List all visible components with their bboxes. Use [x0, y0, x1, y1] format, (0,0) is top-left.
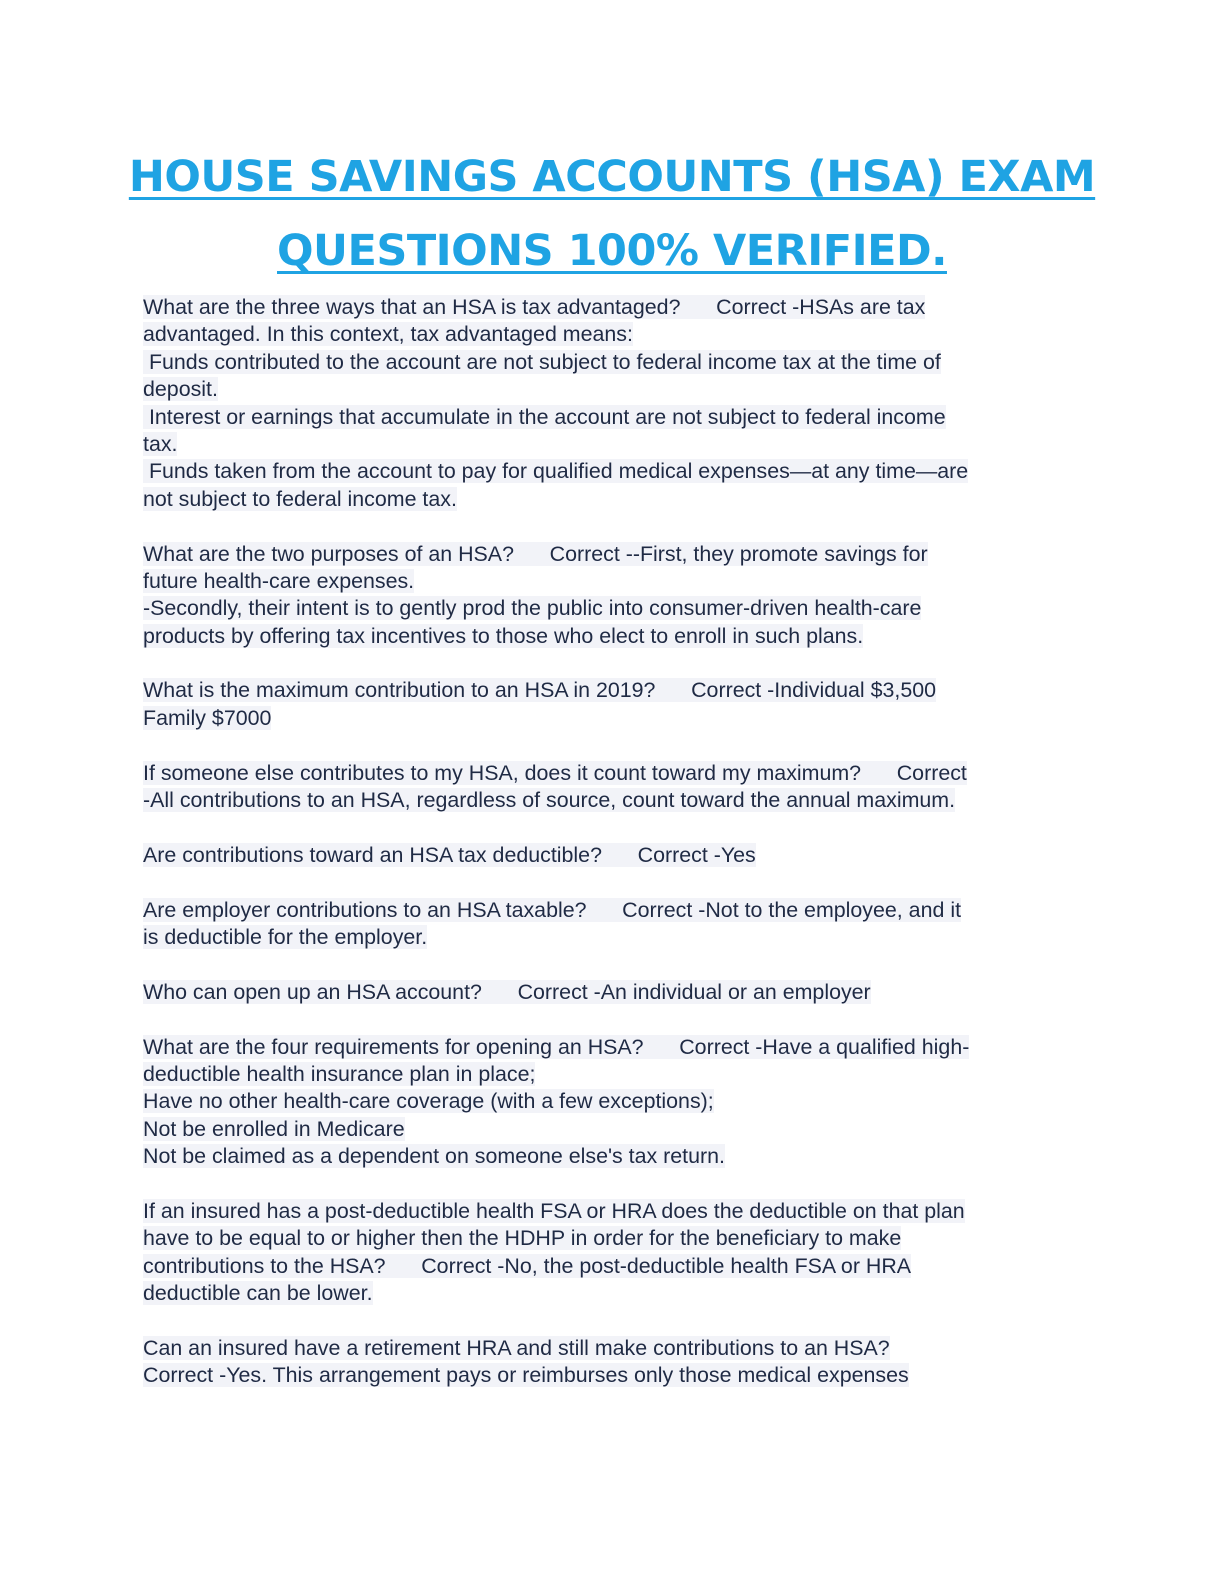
text-line — [143, 458, 1073, 485]
paragraph-gap — [143, 814, 1073, 841]
text-line — [143, 623, 1073, 650]
text-line — [143, 1198, 1073, 1225]
text-line — [143, 924, 1073, 951]
qa-paragraph — [143, 1335, 1073, 1390]
paragraph-gap — [143, 951, 1073, 978]
paragraph-gap — [143, 1171, 1073, 1198]
text-line-content: -Secondly, their intent is to gently prod the public into consumer-driven health-care — [143, 596, 922, 621]
qa-paragraph — [143, 541, 1073, 651]
text-line-content: have to be equal to or higher then the HDHP in order for the beneficiary to make — [143, 1226, 902, 1251]
text-line-content: Are contributions toward an HSA tax deductible? Correct -Yes — [143, 842, 756, 867]
text-line-content: Are employer contributions to an HSA taxable? Correct -Not to the employee, and it — [143, 897, 962, 922]
qa-paragraph — [143, 1198, 1073, 1308]
text-line-content: advantaged. In this context, tax advantaged means: — [143, 322, 633, 347]
text-line-content: Interest or earnings that accumulate in the account are not subject to federal income — [143, 404, 946, 429]
paragraph-gap — [143, 732, 1073, 759]
paragraph-gap — [143, 513, 1073, 540]
text-line — [143, 486, 1073, 513]
text-line-content: Can an insured have a retirement HRA and still make contributions to an HSA? — [143, 1335, 890, 1360]
text-line-content: -All contributions to an HSA, regardless of source, count toward the annual maximum. — [143, 788, 956, 813]
text-line-content: products by offering tax incentives to those who elect to enroll in such plans. — [143, 623, 864, 648]
paragraph-gap — [143, 1006, 1073, 1033]
title-line-2: QUESTIONS 100% VERIFIED. — [277, 226, 947, 276]
title-line-1: HOUSE SAVINGS ACCOUNTS (HSA) EXAM — [128, 152, 1096, 202]
text-line-content: What is the maximum contribution to an HSA in 2019? Correct -Individual $3,500 — [143, 678, 937, 703]
text-line — [143, 1116, 1073, 1143]
text-line-content: contributions to the HSA? Correct -No, the post-deductible health FSA or HRA — [143, 1253, 912, 1278]
text-line-content: Funds contributed to the account are not subject to federal income tax at the time of — [143, 349, 941, 374]
text-line — [143, 705, 1073, 732]
text-line — [143, 842, 1073, 869]
text-line — [143, 1088, 1073, 1115]
text-line — [143, 1225, 1073, 1252]
text-line-content: If an insured has a post-deductible health FSA or HRA does the deductible on that plan — [143, 1198, 965, 1223]
text-line-content: Funds taken from the account to pay for qualified medical expenses—at any time—are — [143, 459, 969, 484]
text-line-content: Not be enrolled in Medicare — [143, 1116, 405, 1141]
text-line — [143, 1034, 1073, 1061]
text-line — [143, 1061, 1073, 1088]
text-line-content: deductible can be lower. — [143, 1281, 373, 1306]
text-line — [143, 677, 1073, 704]
text-line — [143, 787, 1073, 814]
text-line — [143, 431, 1073, 458]
text-line-content: What are the four requirements for opening an HSA? Correct -Have a qualified high- — [143, 1034, 970, 1059]
text-line — [143, 979, 1073, 1006]
text-line — [143, 760, 1073, 787]
text-line-content: deposit. — [143, 377, 218, 402]
qa-paragraph — [143, 1034, 1073, 1171]
text-line — [143, 1143, 1073, 1170]
paragraph-gap — [143, 869, 1073, 896]
text-line — [143, 294, 1073, 321]
text-line-content: is deductible for the employer. — [143, 924, 428, 949]
text-line — [143, 1362, 1073, 1389]
document-body — [143, 294, 1073, 1390]
qa-paragraph — [143, 979, 1073, 1006]
qa-paragraph — [143, 897, 1073, 952]
text-line-content: tax. — [143, 431, 178, 456]
document-title — [100, 140, 1124, 288]
text-line — [143, 1253, 1073, 1280]
text-line-content: deductible health insurance plan in place; — [143, 1061, 536, 1086]
text-line — [143, 568, 1073, 595]
text-line-content: Family $7000 — [143, 705, 272, 730]
text-line — [143, 404, 1073, 431]
text-line-content: not subject to federal income tax. — [143, 486, 457, 511]
text-line — [143, 897, 1073, 924]
text-line — [143, 321, 1073, 348]
text-line-content: Not be claimed as a dependent on someone else's tax return. — [143, 1144, 725, 1169]
paragraph-gap — [143, 1307, 1073, 1334]
text-line-content: What are the two purposes of an HSA? Correct --First, they promote savings for — [143, 541, 928, 566]
text-line-content: Have no other health-care coverage (with a few exceptions); — [143, 1089, 714, 1114]
qa-paragraph — [143, 294, 1073, 513]
text-line-content: If someone else contributes to my HSA, does it count toward my maximum? Correct — [143, 760, 967, 785]
text-line — [143, 1335, 1073, 1362]
text-line — [143, 1280, 1073, 1307]
text-line-content: What are the three ways that an HSA is tax advantaged? Correct -HSAs are tax — [143, 295, 926, 319]
text-line-content: future health-care expenses. — [143, 568, 415, 593]
text-line — [143, 595, 1073, 622]
qa-paragraph — [143, 842, 1073, 869]
paragraph-gap — [143, 650, 1073, 677]
text-line-content: Who can open up an HSA account? Correct -An individual or an employer — [143, 979, 871, 1004]
text-line — [143, 349, 1073, 376]
text-line-content: Correct -Yes. This arrangement pays or reimburses only those medical expenses — [143, 1363, 909, 1388]
qa-paragraph — [143, 760, 1073, 815]
qa-paragraph — [143, 677, 1073, 732]
text-line — [143, 376, 1073, 403]
text-line — [143, 541, 1073, 568]
